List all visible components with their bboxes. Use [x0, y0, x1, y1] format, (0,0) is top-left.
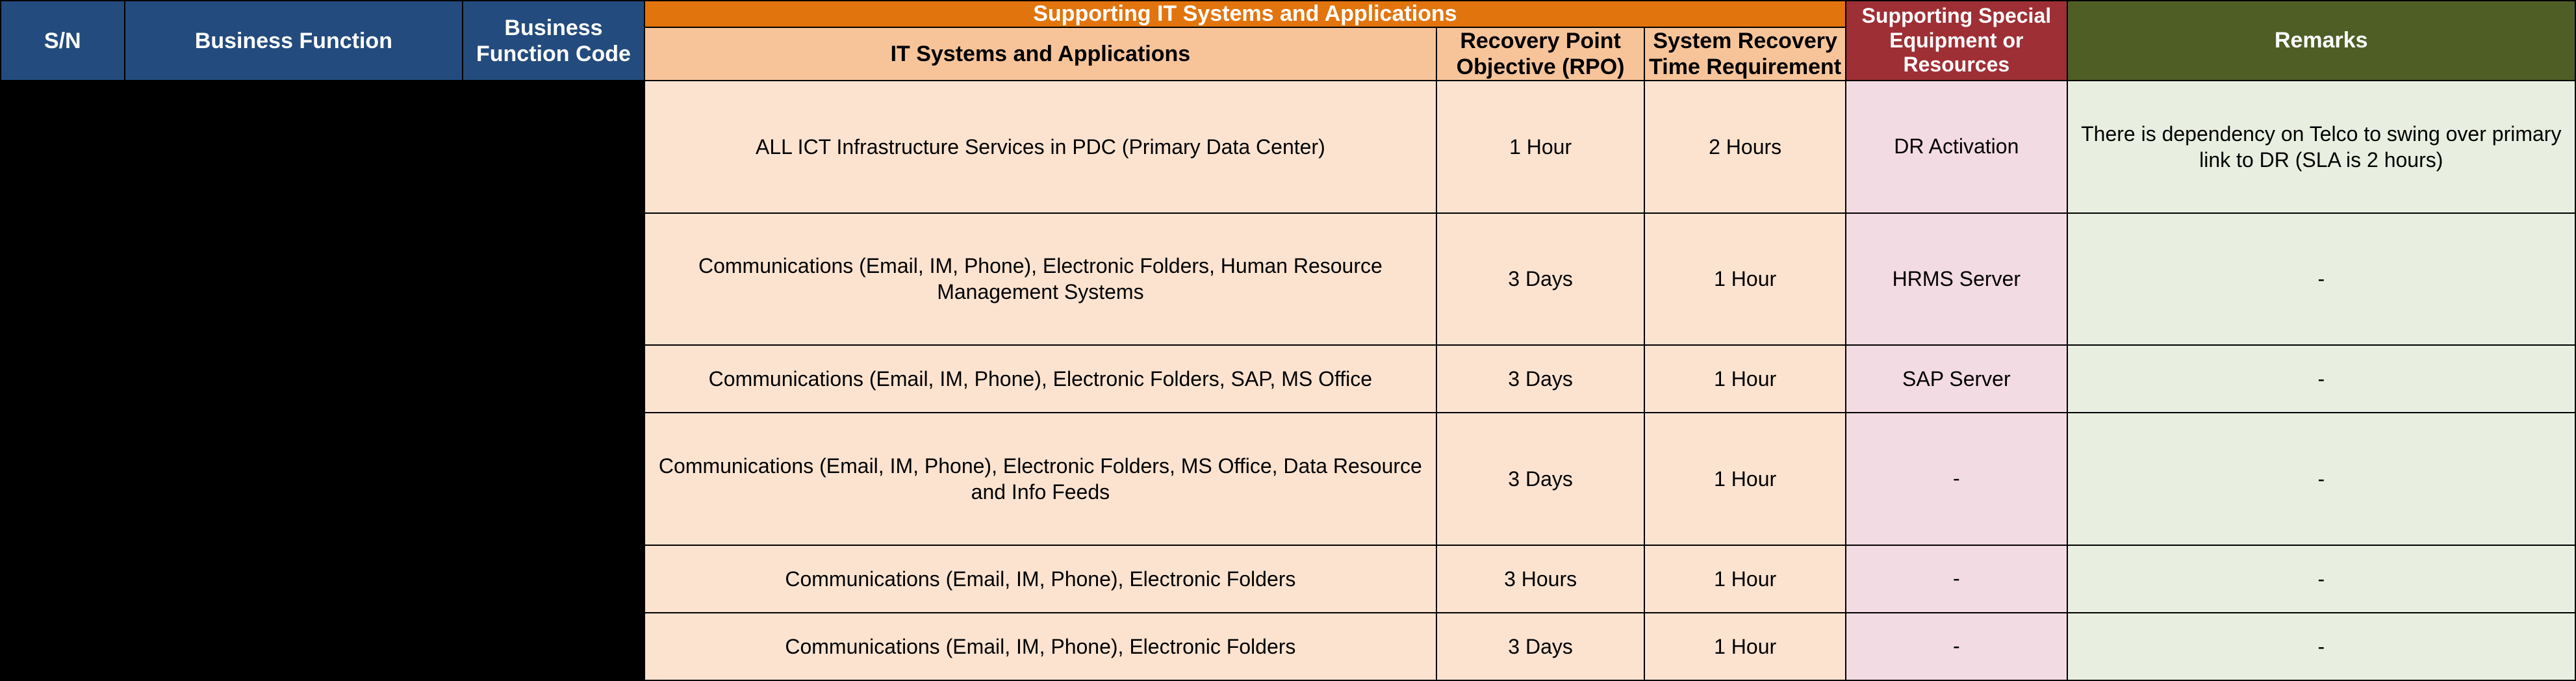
cell-it-systems: Communications (Email, IM, Phone), Electronic Folders, SAP, MS Office: [644, 345, 1436, 413]
cell-system-recovery-time: 1 Hour: [1644, 345, 1846, 413]
header-business-function: Business Function: [125, 1, 463, 81]
cell-it-systems: ALL ICT Infrastructure Services in PDC (Primary Data Center): [644, 81, 1436, 212]
cell-system-recovery-time: 1 Hour: [1644, 413, 1846, 545]
cell-system-recovery-time: 1 Hour: [1644, 213, 1846, 345]
cell-rpo: 3 Days: [1436, 413, 1644, 545]
cell-special-equipment: HRMS Server: [1846, 213, 2067, 345]
cell-rpo: 3 Days: [1436, 613, 1644, 680]
cell-remarks: -: [2067, 613, 2575, 680]
cell-system-recovery-time: 1 Hour: [1644, 545, 1846, 613]
cell-remarks: -: [2067, 545, 2575, 613]
header-it-systems: IT Systems and Applications: [644, 27, 1436, 81]
cell-remarks: There is dependency on Telco to swing over primary link to DR (SLA is 2 hours): [2067, 81, 2575, 212]
table-row: [1, 81, 2575, 212]
cell-remarks: -: [2067, 413, 2575, 545]
cell-special-equipment: -: [1846, 545, 2067, 613]
cell-special-equipment: -: [1846, 613, 2067, 680]
header-supporting-it-systems-group: Supporting IT Systems and Applications: [644, 1, 1846, 27]
cell-system-recovery-time: 1 Hour: [1644, 613, 1846, 680]
blacked-out-region: [1, 81, 644, 680]
cell-it-systems: Communications (Email, IM, Phone), Electronic Folders, MS Office, Data Resource and Info Feeds: [644, 413, 1436, 545]
cell-special-equipment: -: [1846, 413, 2067, 545]
cell-special-equipment: DR Activation: [1846, 81, 2067, 212]
cell-rpo: 3 Days: [1436, 345, 1644, 413]
header-special-equipment: Supporting Special Equipment or Resources: [1846, 1, 2067, 81]
header-remarks: Remarks: [2067, 1, 2575, 81]
header-system-recovery-time: System Recovery Time Requirement: [1644, 27, 1846, 81]
header-sn: S/N: [1, 1, 125, 81]
cell-it-systems: Communications (Email, IM, Phone), Electronic Folders: [644, 613, 1436, 680]
cell-rpo: 1 Hour: [1436, 81, 1644, 212]
cell-rpo: 3 Days: [1436, 213, 1644, 345]
header-rpo: Recovery Point Objective (RPO): [1436, 27, 1644, 81]
cell-special-equipment: SAP Server: [1846, 345, 2067, 413]
cell-remarks: -: [2067, 345, 2575, 413]
table-header-row-1: [1, 1, 2575, 27]
cell-remarks: -: [2067, 213, 2575, 345]
cell-system-recovery-time: 2 Hours: [1644, 81, 1846, 212]
cell-it-systems: Communications (Email, IM, Phone), Electronic Folders, Human Resource Management Systems: [644, 213, 1436, 345]
cell-rpo: 3 Hours: [1436, 545, 1644, 613]
header-business-function-code: Business Function Code: [463, 1, 644, 81]
cell-it-systems: Communications (Email, IM, Phone), Electronic Folders: [644, 545, 1436, 613]
